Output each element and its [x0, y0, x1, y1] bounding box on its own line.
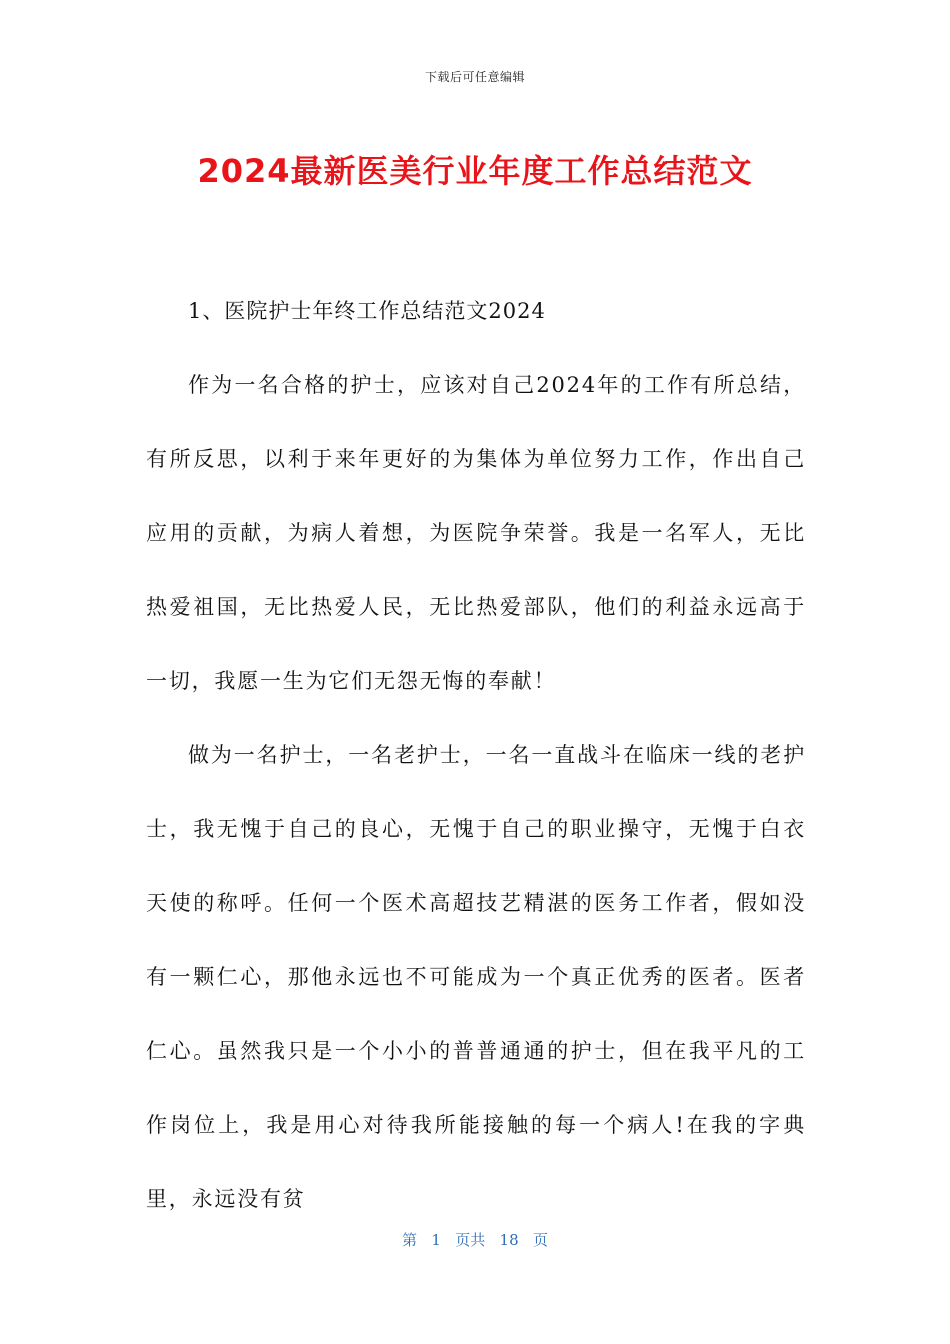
page-label: 第: [402, 1231, 418, 1249]
end-label: 页: [532, 1231, 548, 1249]
document-title: 2024最新医美行业年度工作总结范文: [197, 152, 753, 190]
paragraph: 做为一名护士，一名老护士，一名一直战斗在临床一线的老护士，我无愧于自己的良心，无愧于自己的职业操守，无愧于白衣天使的称呼。任何一个医术高超技艺精湛的医务工作者，假如没有一颗仁心，那他永远也不可能成为一个真正优秀的医者。医者仁心。虽然我只是一个小小的普普通通的护士，但在我平凡的工作岗位上，我是用心对待我所能接触的每一个病人!在我的字典里，永远没有贫: [146, 743, 806, 1211]
total-pages: 18: [499, 1231, 519, 1249]
paragraph: 作为一名合格的护士，应该对自己2024年的工作有所总结，有所反思，以利于来年更好的为集体为单位努力工作，作出自己应用的贡献，为病人着想，为医院争荣誉。我是一名军人，无比热爱祖国，无比热爱人民，无比热爱部队，他们的利益永远高于一切，我愿一生为它们无怨无悔的奉献！: [146, 373, 806, 693]
document-body: [146, 274, 806, 1236]
page-number: 1: [431, 1231, 441, 1249]
total-label: 页共: [455, 1231, 486, 1249]
page-footer: [0, 1229, 950, 1250]
section-heading: 1、医院护士年终工作总结范文2024: [188, 299, 546, 323]
download-note: 下载后可任意编辑: [424, 70, 525, 84]
